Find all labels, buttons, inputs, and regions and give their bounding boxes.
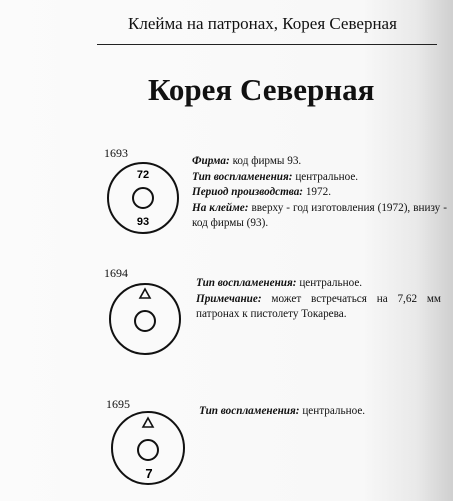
primer-circle [133,188,153,208]
field-label: Фирма: [192,155,230,167]
running-header: Клейма на патронах, Корея Северная [128,14,397,33]
field-value: 1972. [305,186,331,198]
field-value: центральное. [299,277,363,289]
field-row [192,185,447,201]
field-row [192,201,447,232]
field-label: Тип воспламенения: [196,277,297,289]
entry-number: 1695 [106,397,130,411]
entry-description [196,276,441,323]
triangle-mark-icon [140,289,150,298]
field-row [196,276,441,292]
field-value: центральное. [302,405,366,417]
primer-circle [135,311,155,331]
field-row [199,404,453,420]
field-label: Тип воспламенения: [199,405,300,417]
entry-number: 1693 [104,146,128,160]
field-value: центральное. [295,170,359,183]
case-rim-circle [110,284,180,354]
headstamp-svg [105,160,181,236]
field-value: код фирмы 93. [232,155,302,167]
field-label: Примечание: [196,292,262,305]
primer-circle [138,440,158,460]
field-value: вверху - год изготовления (1972), внизу - код фирмы (93). [192,201,447,229]
field-label: На клейме: [192,201,249,214]
entry-number: 1694 [104,266,128,280]
field-value: может встречаться на 7,62 мм патронах к пистолету Токарева. [196,292,441,320]
field-row [196,292,441,323]
field-row [192,154,447,170]
page-title: Корея Северная [148,72,375,107]
header-divider [97,44,437,45]
stamp-bottom-text: 93 [136,216,150,228]
headstamp-diagram [109,409,187,487]
triangle-mark-icon [143,418,153,427]
entry-description [192,154,447,232]
headstamp-svg [109,409,187,487]
field-row [192,170,447,186]
entry-description [199,404,453,420]
headstamp-diagram [107,281,183,357]
field-label: Период производства: [192,186,304,198]
headstamp-diagram [105,160,181,236]
field-label: Тип воспламенения: [192,170,293,183]
stamp-bottom-text: 7 [145,466,153,481]
stamp-top-text: 72 [136,169,150,181]
headstamp-svg [107,281,183,357]
